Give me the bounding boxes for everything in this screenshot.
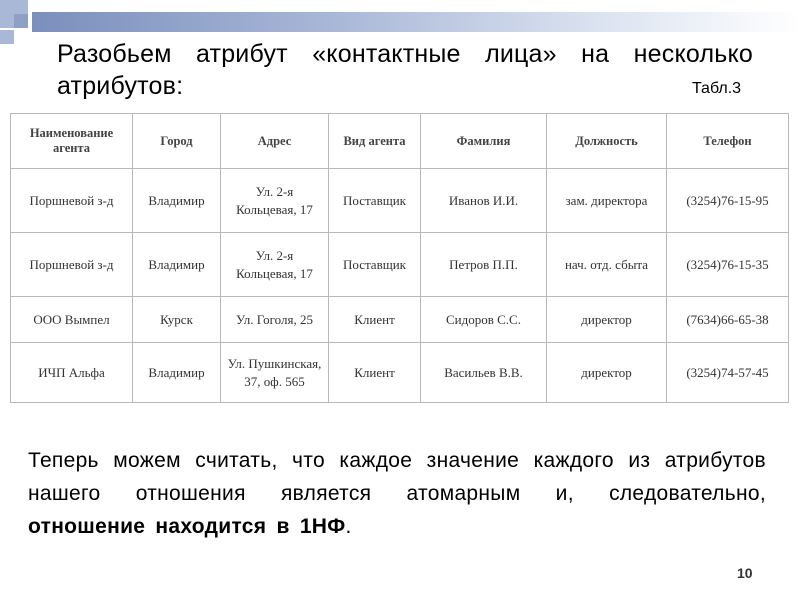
- table-row: [11, 297, 789, 343]
- header-phone: Телефон: [667, 114, 789, 169]
- page-number: 10: [737, 565, 753, 581]
- cell-phone: (3254)74-57-45: [667, 343, 789, 403]
- header-address: Адрес: [221, 114, 329, 169]
- cell-phone: (7634)66-65-38: [667, 297, 789, 343]
- conclusion-bold-statement: отношение находится в 1НФ: [28, 515, 346, 538]
- conclusion-end: .: [345, 515, 352, 538]
- conclusion-text: Теперь можем считать, что каждое значение каждого из атрибутов нашего отношения является атомарным и, следовательно,: [28, 449, 766, 505]
- cell-address: Ул. 2-я Кольцевая, 17: [221, 233, 329, 297]
- cell-agent-name: ИЧП Альфа: [11, 343, 133, 403]
- cell-surname: Иванов И.И.: [421, 169, 547, 233]
- cell-city: Владимир: [133, 233, 221, 297]
- decor-square: [0, 0, 14, 14]
- decor-square: [0, 14, 14, 28]
- header-gradient-bar: [32, 12, 800, 32]
- cell-city: Владимир: [133, 343, 221, 403]
- decor-square: [14, 14, 28, 28]
- cell-agent-type: Клиент: [329, 343, 421, 403]
- table-row: [11, 233, 789, 297]
- cell-phone: (3254)76-15-95: [667, 169, 789, 233]
- table-caption: Табл.3: [692, 80, 742, 97]
- cell-agent-name: ООО Вымпел: [11, 297, 133, 343]
- cell-agent-type: Клиент: [329, 297, 421, 343]
- decor-square: [14, 0, 28, 14]
- cell-city: Владимир: [133, 169, 221, 233]
- cell-surname: Васильев В.В.: [421, 343, 547, 403]
- cell-position: нач. отд. сбыта: [547, 233, 667, 297]
- cell-address: Ул. Гоголя, 25: [221, 297, 329, 343]
- header-agent-type: Вид агента: [329, 114, 421, 169]
- cell-surname: Петров П.П.: [421, 233, 547, 297]
- cell-address: Ул. 2-я Кольцевая, 17: [221, 169, 329, 233]
- cell-agent-name: Поршневой з-д: [11, 233, 133, 297]
- cell-agent-type: Поставщик: [329, 233, 421, 297]
- header-city: Город: [133, 114, 221, 169]
- cell-agent-type: Поставщик: [329, 169, 421, 233]
- agents-table: [10, 113, 789, 403]
- cell-position: директор: [547, 297, 667, 343]
- cell-address: Ул. Пушкинская, 37, оф. 565: [221, 343, 329, 403]
- header-surname: Фамилия: [421, 114, 547, 169]
- slide-title: Разобьем атрибут «контактные лица» на несколько атрибутов:: [57, 40, 753, 100]
- cell-agent-name: Поршневой з-д: [11, 169, 133, 233]
- cell-position: зам. директора: [547, 169, 667, 233]
- cell-position: директор: [547, 343, 667, 403]
- table-row: [11, 343, 789, 403]
- table-row: [11, 169, 789, 233]
- cell-surname: Сидоров С.С.: [421, 297, 547, 343]
- table-header-row: [11, 114, 789, 169]
- header-agent-name: Наименование агента: [11, 114, 133, 169]
- conclusion-paragraph: [28, 444, 766, 543]
- cell-city: Курск: [133, 297, 221, 343]
- decor-square: [0, 30, 14, 44]
- cell-phone: (3254)76-15-35: [667, 233, 789, 297]
- header-position: Должность: [547, 114, 667, 169]
